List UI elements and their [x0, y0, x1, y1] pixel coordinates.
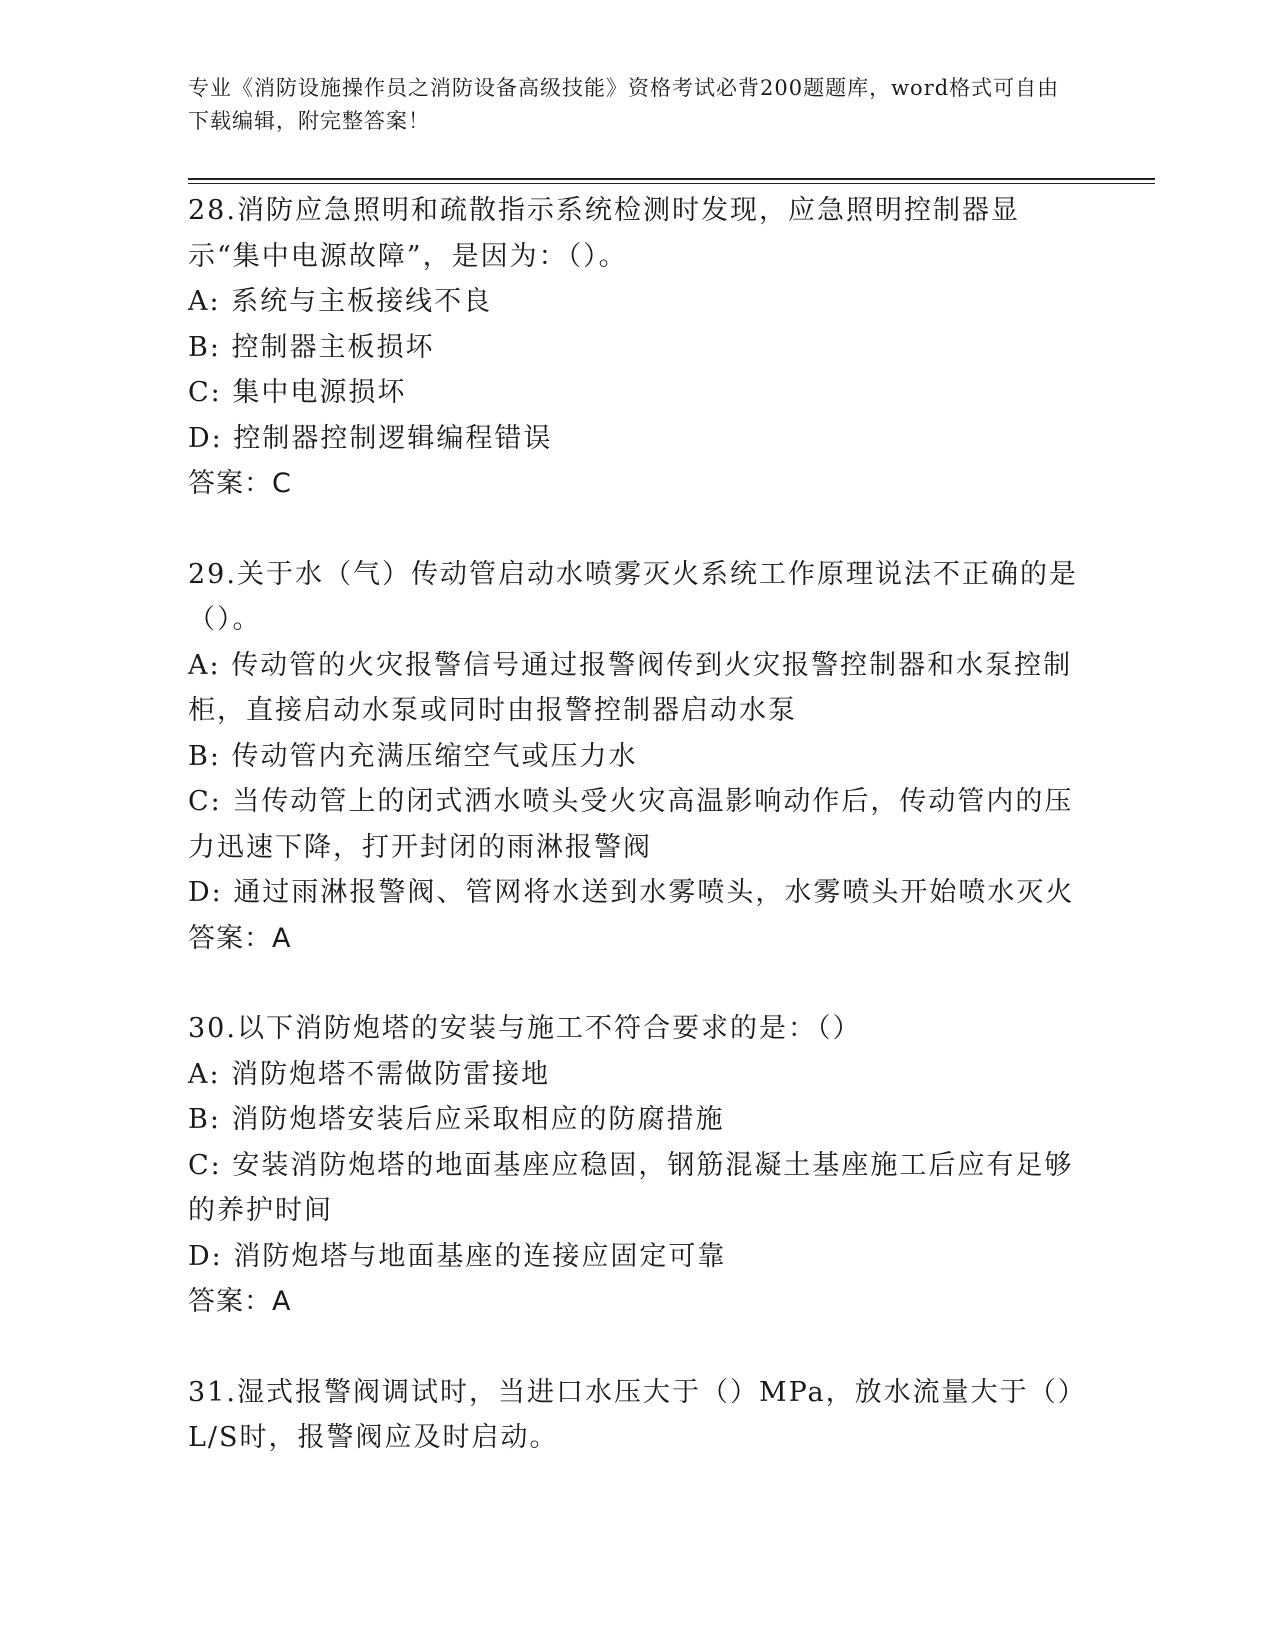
question-28: [188, 188, 1078, 507]
option-a: A: 传动管的火灾报警信号通过报警阀传到火灾报警控制器和水泵控制柜，直接启动水泵或同时由报警控制器启动水泵: [188, 649, 1073, 726]
spacer: [188, 507, 1078, 552]
question-30: [188, 1006, 1078, 1325]
question-stem: 28.消防应急照明和疏散指示系统检测时发现，应急照明控制器显示“集中电源故障”，是因为：（）。: [188, 195, 1020, 272]
question-31: [188, 1370, 1078, 1461]
question-29: [188, 552, 1078, 962]
document-header: 专业《消防设施操作员之消防设备高级技能》资格考试必背200题题库，word格式可自由下载编辑，附完整答案！: [188, 76, 1060, 133]
question-stem: 29.关于水（气）传动管启动水喷雾灭火系统工作原理说法不正确的是（）。: [188, 558, 1078, 635]
header-divider-thin: [188, 183, 1155, 184]
question-list: [188, 188, 1078, 1461]
option-b: B: 消防炮塔安装后应采取相应的防腐措施: [188, 1104, 725, 1135]
option-c: C: 安装消防炮塔的地面基座应稳固，钢筋混凝土基座施工后应有足够的养护时间: [188, 1149, 1074, 1226]
option-d: D: 消防炮塔与地面基座的连接应固定可靠: [188, 1240, 727, 1272]
option-d: D: 控制器控制逻辑编程错误: [188, 422, 553, 454]
spacer: [188, 1325, 1078, 1370]
spacer: [188, 961, 1078, 1006]
option-c: C: 当传动管上的闭式洒水喷头受火灾高温影响动作后，传动管内的压力迅速下降，打开封闭的雨淋报警阀: [188, 786, 1074, 863]
question-stem: 30.以下消防炮塔的安装与施工不符合要求的是：（）: [188, 1013, 862, 1044]
option-c: C: 集中电源损坏: [188, 377, 407, 408]
answer: 答案：A: [188, 1286, 292, 1317]
option-d: D: 通过雨淋报警阀、管网将水送到水雾喷头，水雾喷头开始喷水灭火: [188, 877, 1075, 908]
answer: 答案：C: [188, 468, 292, 499]
question-stem: 31.湿式报警阀调试时，当进口水压大于（）MPa，放水流量大于（）L/S时，报警阀应及时启动。: [188, 1376, 1074, 1453]
header-divider-thick: [188, 178, 1155, 180]
option-a: A: 消防炮塔不需做防雷接地: [188, 1058, 551, 1090]
option-b: B: 控制器主板损坏: [188, 331, 435, 363]
answer: 答案：A: [188, 922, 292, 954]
option-a: A: 系统与主板接线不良: [188, 286, 493, 317]
option-b: B: 传动管内充满压缩空气或压力水: [188, 740, 638, 772]
